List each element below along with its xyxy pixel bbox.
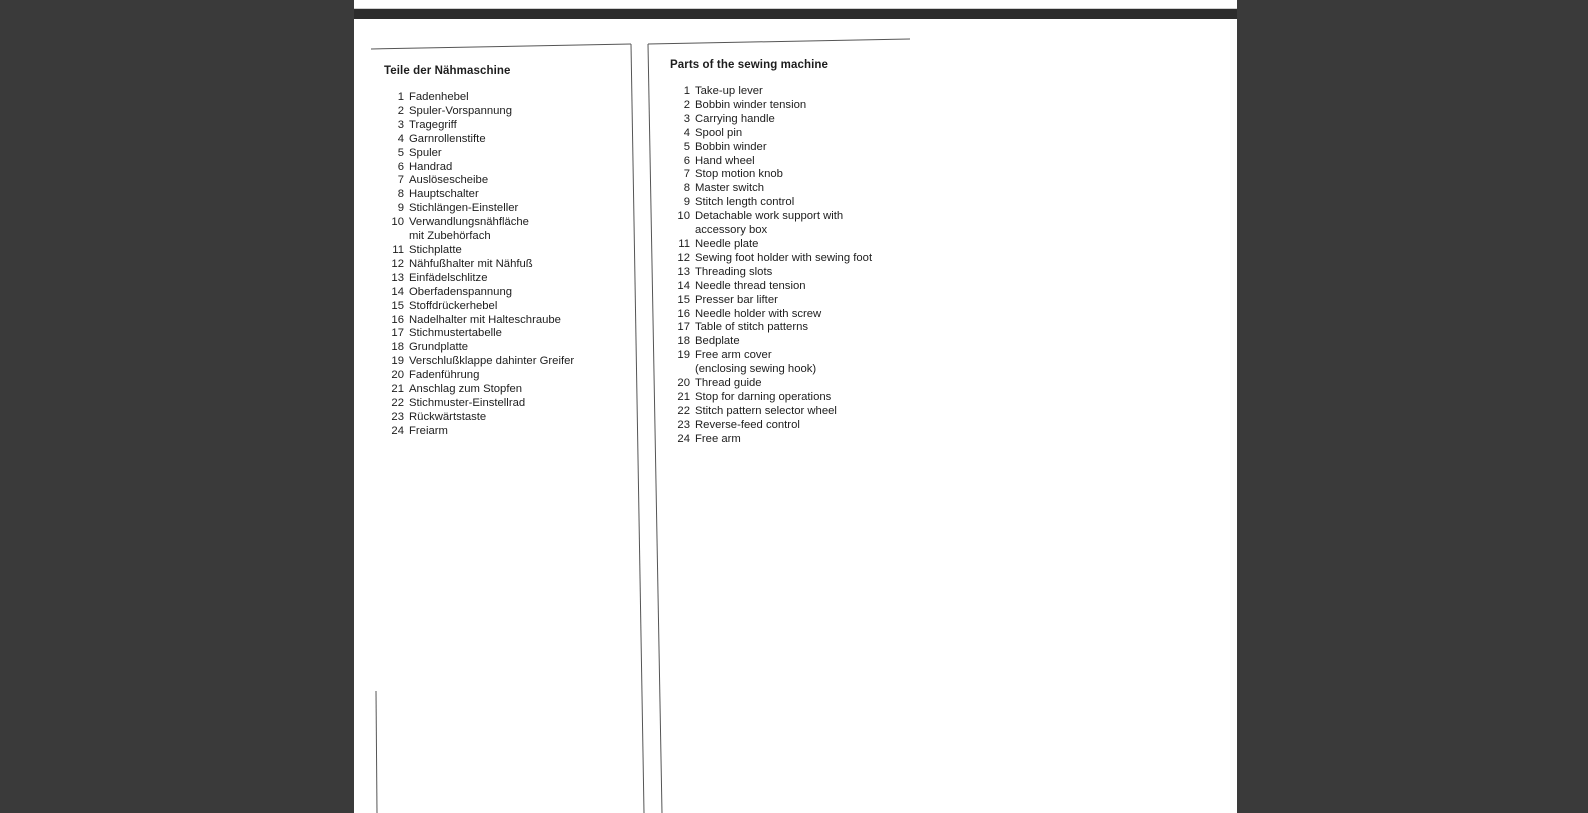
item-text: Nadelhalter mit Halteschraube	[409, 313, 561, 326]
item-number: 18	[677, 335, 690, 348]
item-text: Bobbin winder tension	[695, 98, 807, 111]
item-number: 10	[391, 216, 404, 229]
list-item	[384, 147, 644, 161]
item-number: 1	[397, 91, 404, 103]
list-item	[670, 99, 930, 113]
list-item	[670, 433, 930, 447]
item-text: Stop motion knob	[695, 168, 783, 181]
german-parts-list	[384, 91, 644, 439]
item-text: Spool pin	[695, 126, 743, 139]
list-item	[384, 397, 644, 411]
item-number: 8	[397, 188, 404, 201]
item-text: Table of stitch patterns	[695, 321, 809, 334]
item-number: 1	[683, 85, 690, 97]
list-item	[384, 202, 644, 216]
item-number: 22	[391, 396, 404, 409]
item-number: 12	[677, 251, 690, 264]
item-number: 4	[397, 132, 404, 145]
item-number: 19	[391, 355, 404, 368]
item-number: 20	[677, 377, 690, 390]
list-item	[670, 127, 930, 141]
item-text: Handrad	[409, 160, 453, 173]
item-number: 13	[677, 265, 690, 278]
item-number: 6	[397, 160, 404, 173]
item-text: Stitch pattern selector wheel	[695, 404, 837, 417]
list-item	[670, 294, 930, 308]
item-text: Fadenführung	[409, 369, 480, 382]
item-text: Fadenhebel	[409, 91, 469, 103]
item-text: Needle plate	[695, 237, 759, 250]
item-text: Spuler-Vorspannung	[409, 104, 513, 117]
item-text: Nähfußhalter mit Nähfuß	[409, 257, 533, 270]
item-text: Verschlußklappe dahinter Greifer	[409, 355, 575, 368]
document-page	[354, 19, 1237, 813]
item-text: Einfädelschlitze	[409, 271, 488, 284]
list-item	[670, 182, 930, 196]
list-item	[670, 377, 930, 391]
item-text: Needle thread tension	[695, 279, 806, 292]
item-text: Carrying handle	[695, 112, 775, 125]
list-item	[384, 314, 644, 328]
item-number: 16	[391, 313, 404, 326]
item-text: Detachable work support with accessory box	[695, 210, 844, 237]
item-text: Needle holder with screw	[695, 307, 822, 320]
item-text: Bobbin winder	[695, 140, 767, 153]
item-text: Stitch length control	[695, 196, 795, 209]
list-item	[670, 266, 930, 280]
item-text: Stichlängen-Einsteller	[409, 202, 519, 215]
list-item	[670, 210, 930, 238]
list-item	[670, 335, 930, 349]
item-number: 2	[683, 98, 690, 111]
item-text: Reverse-feed control	[695, 418, 800, 431]
list-item	[384, 341, 644, 355]
list-item	[384, 300, 644, 314]
item-number: 9	[683, 196, 690, 209]
list-item	[384, 258, 644, 272]
item-number: 23	[391, 410, 404, 423]
item-number: 10	[677, 210, 690, 223]
english-parts-list	[670, 85, 930, 447]
list-item	[384, 327, 644, 341]
german-heading: Teile der Nähmaschine	[384, 65, 511, 77]
item-number: 9	[397, 202, 404, 215]
list-item	[384, 91, 644, 105]
item-number: 12	[391, 257, 404, 270]
list-item	[384, 425, 644, 439]
item-text: Verwandlungsnähfläche mit Zubehörfach	[409, 216, 529, 243]
item-text: Master switch	[695, 182, 765, 195]
list-item	[384, 355, 644, 369]
item-text: Stichplatte	[409, 243, 462, 256]
item-number: 3	[683, 112, 690, 125]
item-number: 21	[391, 383, 404, 396]
list-item	[384, 411, 644, 425]
list-item	[384, 174, 644, 188]
list-item	[670, 321, 930, 335]
list-item	[670, 405, 930, 419]
item-number: 20	[391, 369, 404, 382]
previous-page-edge	[354, 0, 1237, 9]
list-item	[384, 216, 644, 244]
item-text: Free arm	[695, 432, 741, 445]
list-item	[384, 161, 644, 175]
list-item	[384, 244, 644, 258]
item-text: Thread guide	[695, 377, 762, 390]
item-number: 16	[677, 307, 690, 320]
list-item	[670, 349, 930, 377]
item-text: Threading slots	[695, 265, 773, 278]
list-item	[670, 155, 930, 169]
item-text: Oberfadenspannung	[409, 285, 513, 298]
item-number: 15	[391, 299, 404, 312]
item-text: Presser bar lifter	[695, 293, 778, 306]
item-number: 13	[391, 271, 404, 284]
item-number: 19	[677, 349, 690, 362]
item-number: 14	[677, 279, 690, 292]
item-number: 11	[392, 243, 404, 256]
item-text: Stichmuster-Einstellrad	[409, 396, 526, 409]
item-number: 17	[677, 321, 690, 334]
list-item	[670, 168, 930, 182]
item-number: 24	[391, 424, 404, 437]
item-number: 22	[677, 404, 690, 417]
item-text: Garnrollenstifte	[409, 132, 486, 145]
item-text: Free arm cover (enclosing sewing hook)	[695, 349, 817, 376]
list-item	[384, 272, 644, 286]
item-number: 23	[677, 418, 690, 431]
item-text: Hauptschalter	[409, 188, 479, 201]
item-number: 5	[683, 140, 690, 153]
item-number: 21	[677, 390, 690, 403]
item-number: 11	[678, 237, 690, 250]
list-item	[670, 280, 930, 294]
item-number: 7	[683, 168, 690, 181]
item-number: 8	[683, 182, 690, 195]
item-text: Anschlag zum Stopfen	[409, 383, 523, 396]
item-text: Grundplatte	[409, 341, 469, 354]
item-text: Freiarm	[409, 424, 448, 437]
list-item	[384, 188, 644, 202]
item-number: 4	[683, 126, 690, 139]
item-text: Stoffdrückerhebel	[409, 299, 498, 312]
item-number: 17	[391, 327, 404, 340]
list-item	[670, 196, 930, 210]
item-text: Auslösescheibe	[409, 174, 489, 187]
item-text: Spuler	[409, 146, 442, 159]
list-item	[384, 105, 644, 119]
item-text: Stop for darning operations	[695, 390, 832, 403]
list-item	[384, 133, 644, 147]
item-number: 6	[683, 154, 690, 167]
item-text: Tragegriff	[409, 118, 457, 131]
list-item	[670, 252, 930, 266]
item-text: Bedplate	[695, 335, 740, 348]
german-parts-column	[384, 65, 644, 439]
item-number: 18	[391, 341, 404, 354]
item-number: 3	[397, 118, 404, 131]
list-item	[670, 238, 930, 252]
item-number: 5	[397, 146, 404, 159]
list-item	[670, 391, 930, 405]
item-number: 2	[397, 104, 404, 117]
list-item	[670, 419, 930, 433]
list-item	[384, 119, 644, 133]
item-number: 14	[391, 285, 404, 298]
list-item	[670, 85, 930, 99]
item-text: Hand wheel	[695, 154, 755, 167]
list-item	[384, 286, 644, 300]
item-text: Sewing foot holder with sewing foot	[695, 251, 873, 264]
list-item	[670, 141, 930, 155]
item-number: 15	[677, 293, 690, 306]
page-gap	[354, 9, 1237, 19]
item-text: Take-up lever	[695, 85, 763, 97]
list-item	[670, 113, 930, 127]
item-text: Stichmustertabelle	[409, 327, 502, 340]
item-number: 24	[677, 432, 690, 445]
list-item	[670, 308, 930, 322]
item-number: 7	[397, 174, 404, 187]
list-item	[384, 383, 644, 397]
english-heading: Parts of the sewing machine	[670, 59, 828, 71]
item-text: Rückwärtstaste	[409, 410, 487, 423]
english-parts-column	[670, 59, 930, 447]
list-item	[384, 369, 644, 383]
